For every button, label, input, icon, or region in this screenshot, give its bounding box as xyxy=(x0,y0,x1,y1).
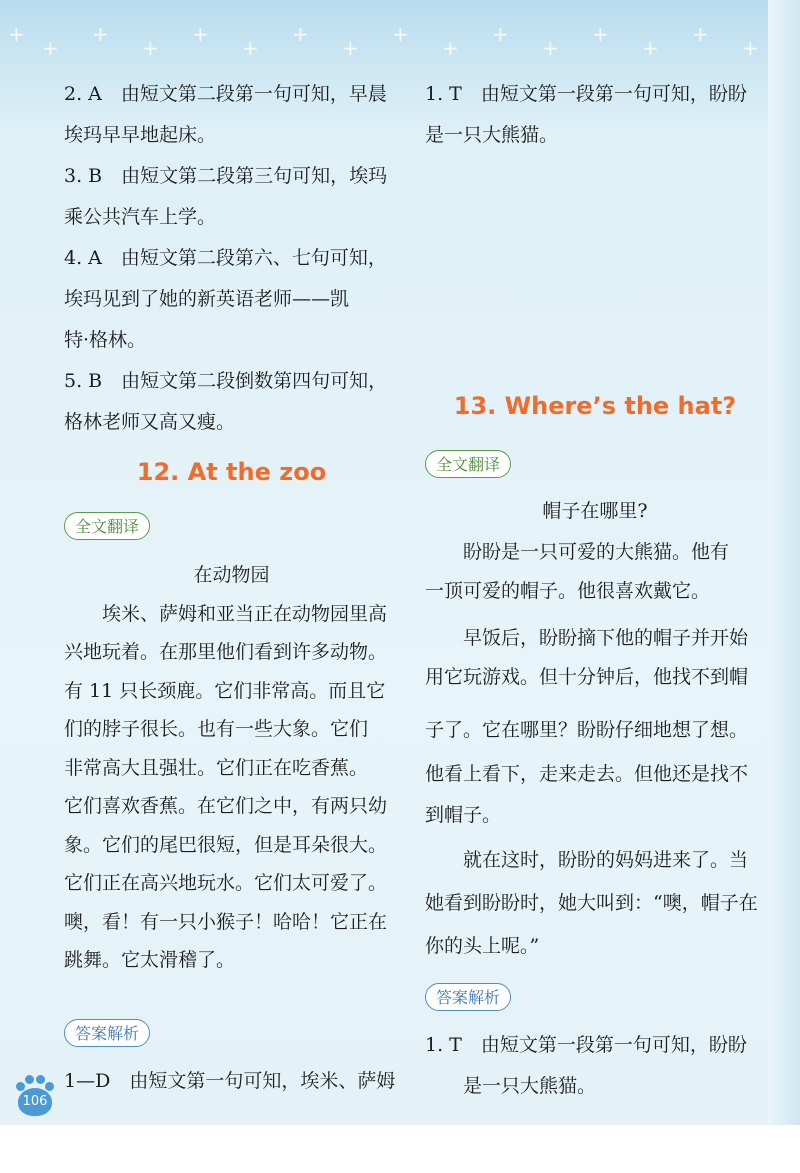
translation-line: 它们喜欢香蕉。在它们之中，有两只幼 xyxy=(64,795,388,817)
answer-line: 埃玛早早地起床。 xyxy=(64,124,217,146)
translation-line: 埃米、萨姆和亚当正在动物园里高 xyxy=(102,603,388,625)
answer-line: 格林老师又高又瘦。 xyxy=(64,411,236,433)
answer-line: 4. A 由短文第二段第六、七句可知， xyxy=(64,247,387,269)
answer-line: 1. T 由短文第一段第一句可知，盼盼 xyxy=(425,1034,747,1056)
answer-line: 是一只大熊猫。 xyxy=(463,1075,597,1097)
translation-line: 一顶可爱的帽子。他很喜欢戴它。 xyxy=(425,580,711,602)
translation-line: 们的脖子很长。也有一些大象。它们 xyxy=(64,718,369,740)
section-title: 13. Where’s the hat? xyxy=(453,392,737,420)
translation-line: 盼盼是一只可爱的大熊猫。他有 xyxy=(463,541,730,563)
paw-toe xyxy=(25,1075,34,1084)
translation-line: 用它玩游戏。但十分钟后，他找不到帽 xyxy=(425,666,749,688)
translation-line: 非常高大且强壮。它们正在吃香蕉。 xyxy=(64,757,369,779)
translation-line: 她看到盼盼时，她大叫到：“噢，帽子在 xyxy=(425,892,758,914)
paw-toe xyxy=(45,1082,54,1091)
page-edge xyxy=(768,0,800,1125)
translation-line: 兴地玩着。在那里他们看到许多动物。 xyxy=(64,641,388,663)
paw-toe xyxy=(36,1075,45,1084)
answer-line: 1. T 由短文第一段第一句可知，盼盼 xyxy=(425,83,747,105)
answer-line: 乘公共汽车上学。 xyxy=(64,206,217,228)
answer-tag: 答案解析 xyxy=(425,983,511,1011)
translation-line: 有 11 只长颈鹿。它们非常高。而且它 xyxy=(64,680,386,702)
answer-line: 1—D 由短文第一句可知，埃米、萨姆 xyxy=(64,1070,396,1092)
translation-line: 你的头上呢。” xyxy=(425,935,540,957)
translation-line: 他看上看下，走来走去。但他还是找不 xyxy=(425,763,749,785)
page-number: 106 xyxy=(18,1088,52,1116)
translation-line: 就在这时，盼盼的妈妈进来了。当 xyxy=(463,849,749,871)
translation-line: 到帽子。 xyxy=(425,804,502,826)
section-title: 12. At the zoo xyxy=(136,458,327,486)
page-number-badge xyxy=(14,1074,54,1118)
translation-line: 它们正在高兴地玩水。它们太可爱了。 xyxy=(64,872,388,894)
answer-tag: 答案解析 xyxy=(64,1019,150,1047)
translation-line: 早饭后，盼盼摘下他的帽子并开始 xyxy=(463,627,749,649)
answer-line: 5. B 由短文第二段倒数第四句可知， xyxy=(64,370,388,392)
answer-line: 特·格林。 xyxy=(64,329,147,351)
decorative-plus-pattern: + + + + + + + + + + + + + + + + xyxy=(8,22,759,60)
answer-line: 2. A 由短文第二段第一句可知，早晨 xyxy=(64,83,387,105)
answer-line: 埃玛见到了她的新英语老师——凯 xyxy=(64,288,350,310)
paw-toe xyxy=(16,1082,25,1091)
translation-title: 在动物园 xyxy=(193,564,270,586)
answer-line: 3. B 由短文第二段第三句可知，埃玛 xyxy=(64,165,388,187)
translation-line: 噢，看！有一只小猴子！哈哈！它正在 xyxy=(64,911,388,933)
translation-tag: 全文翻译 xyxy=(425,450,511,478)
translation-title: 帽子在哪里? xyxy=(542,500,648,522)
translation-line: 子了。它在哪里？盼盼仔细地想了想。 xyxy=(425,719,749,741)
translation-tag: 全文翻译 xyxy=(64,512,150,540)
translation-line: 象。它们的尾巴很短，但是耳朵很大。 xyxy=(64,834,388,856)
answer-line: 是一只大熊猫。 xyxy=(425,124,559,146)
translation-line: 跳舞。它太滑稽了。 xyxy=(64,949,236,971)
